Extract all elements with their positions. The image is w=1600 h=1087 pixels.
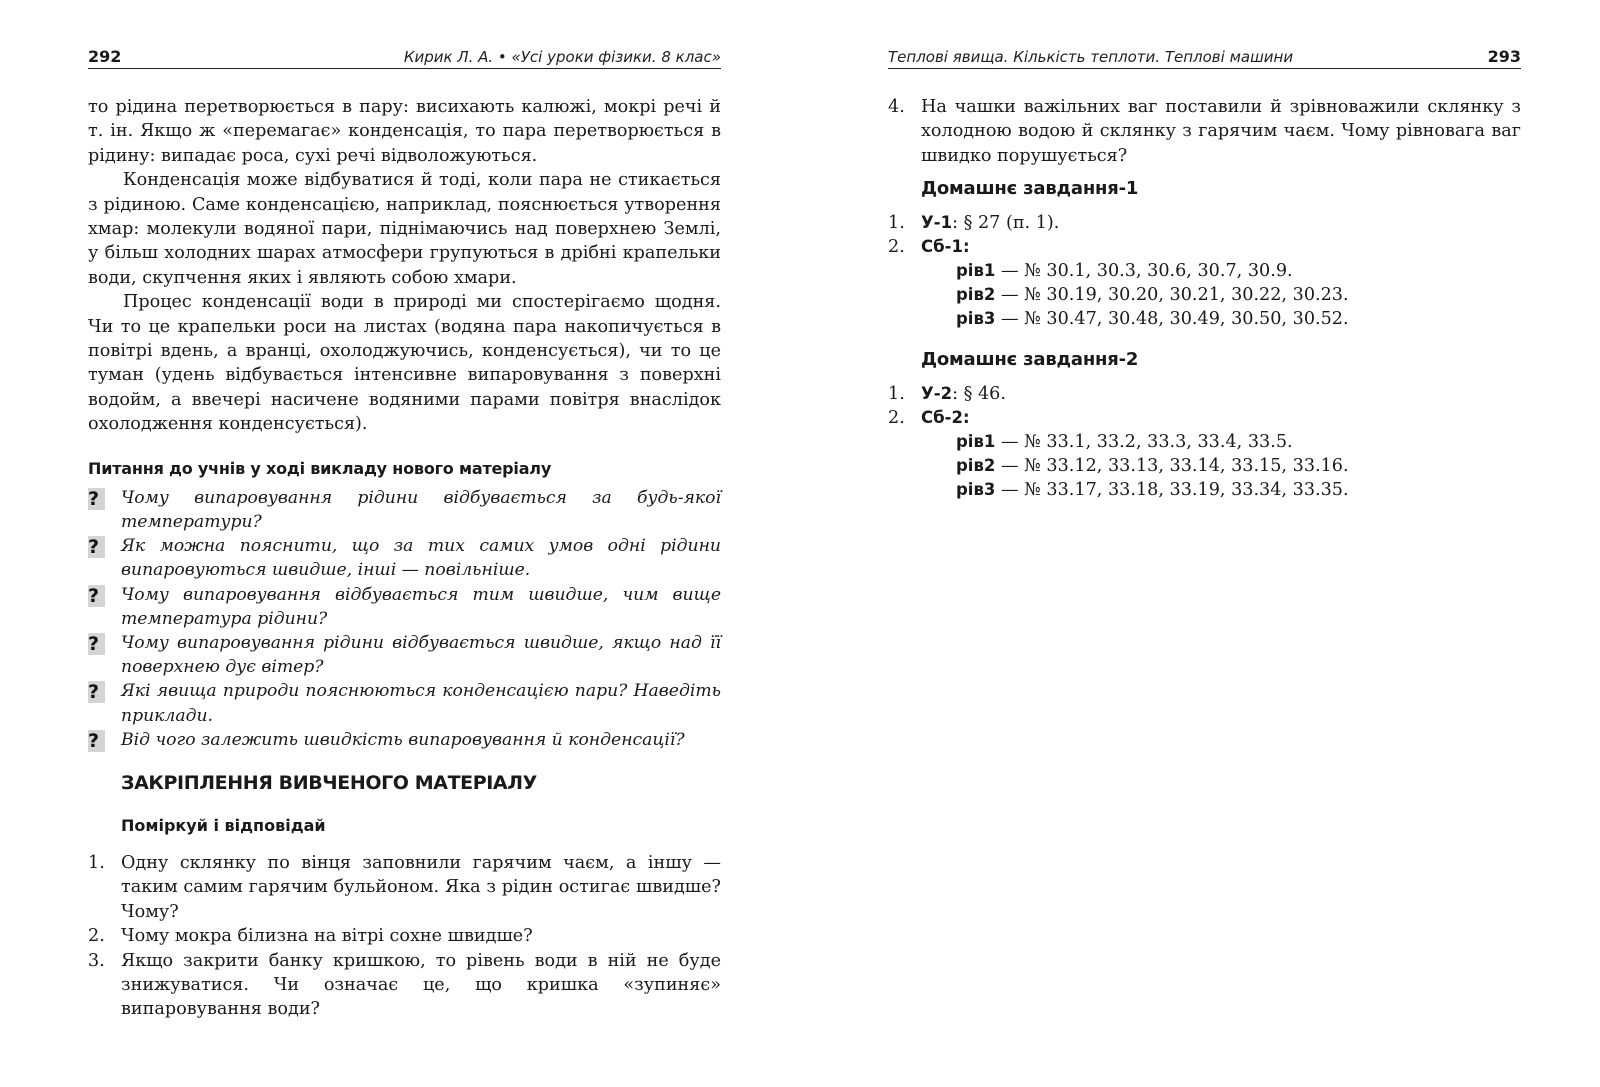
question-text: Чому випаровування відбувається тим швидше, чим вище температура рідини? — [121, 584, 721, 629]
paragraph: Конденсація може відбуватися й тоді, коли пара не стикається з рідиною. Саме конденсацією, наприклад, пояснюється утворення хмар: молекули водяної пари, піднімаючись над поверхнею Землі, у більш холодних шарах атмосфери групуються в дрібні крапельки води, скупчення яких і являють собою хмари. — [88, 170, 721, 288]
homework-label: У-1 — [921, 213, 953, 233]
homework-label: Сб-2 — [921, 408, 963, 428]
task-text: Якщо закрити банку кришкою, то рівень води в ній не буде знижуватися. Чи означає це, що кришка «зупиняє» випаровування води? — [121, 950, 721, 1020]
homework-number: 2. — [888, 408, 905, 429]
left-page-content — [88, 95, 721, 1022]
task-item — [88, 851, 721, 924]
question-mark-icon — [88, 488, 105, 510]
level-label: рів1 — [956, 432, 996, 452]
homework-number: 1. — [888, 213, 905, 234]
questions-heading: Питання до учнів у ході викладу нового матеріалу — [88, 458, 552, 478]
tasks-list — [888, 95, 1521, 168]
level-text: — № 30.47, 30.48, 30.49, 30.50, 30.52. — [995, 309, 1349, 330]
question-text: Від чого залежить швидкість випаровування й конденсації? — [121, 729, 685, 750]
homework-text: : § 27 (п. 1). — [952, 213, 1060, 234]
task-number: 3. — [88, 950, 105, 971]
question-mark-icon — [88, 585, 105, 607]
level-line — [888, 307, 1521, 331]
homework-text: : — [962, 237, 970, 257]
homework-item — [888, 211, 1521, 235]
right-page-header — [888, 46, 1521, 69]
homework-number: 2. — [888, 237, 905, 258]
left-page-header — [88, 46, 721, 69]
question-item — [88, 583, 721, 631]
level-label: рів2 — [956, 285, 996, 305]
homework-text: : — [962, 408, 970, 428]
homework-number: 1. — [888, 384, 905, 405]
homework-label: Сб-1 — [921, 237, 963, 257]
level-line — [888, 430, 1521, 454]
level-label: рів2 — [956, 456, 996, 476]
level-text: — № 30.19, 30.20, 30.21, 30.22, 30.23. — [995, 285, 1349, 306]
left-page — [88, 0, 721, 1087]
question-text: Чому випаровування рідини відбувається швидше, якщо над її поверхнею дує вітер? — [121, 632, 721, 678]
question-item — [88, 679, 721, 727]
question-text: Чому випаровування рідини відбувається за будь-якої температури? — [121, 487, 721, 532]
section-heading: ЗАКРІПЛЕННЯ ВИВЧЕНОГО МАТЕРІАЛУ — [121, 771, 537, 794]
homework-item — [888, 406, 1521, 430]
level-line — [888, 283, 1521, 307]
running-head: Кирик Л. А. • «Усі уроки фізики. 8 клас» — [403, 48, 721, 66]
level-text: — № 33.12, 33.13, 33.14, 33.15, 33.16. — [995, 456, 1349, 477]
page-number: 293 — [1487, 47, 1521, 66]
paragraph: Процес конденсації води в природі ми спостерігаємо щодня. Чи то це крапельки роси на листах (водяна пара накопичується в повітрі вдень, а вранці, охолоджуючись, конденсується), чи то це туман (удень відбувається інтенсивне випаровування з поверхні водойм, а ввечері насичене водяними парами повітря внаслідок охолодження конденсується). — [88, 292, 721, 435]
homework-item — [888, 382, 1521, 406]
homework-label: У-2 — [921, 384, 953, 404]
homework-text: : § 46. — [952, 384, 1006, 405]
page-number: 292 — [88, 47, 122, 66]
homework-title: Домашнє завдання-1 — [921, 178, 1139, 200]
question-item — [88, 534, 721, 582]
homework-title: Домашнє завдання-2 — [921, 349, 1139, 371]
level-line — [888, 478, 1521, 502]
task-item — [88, 924, 721, 948]
running-head: Теплові явища. Кількість теплоти. Теплові машини — [888, 48, 1294, 66]
task-item — [88, 949, 721, 1022]
task-number: 2. — [88, 926, 105, 947]
question-item — [88, 631, 721, 679]
level-label: рів3 — [956, 480, 996, 500]
task-number: 4. — [888, 97, 905, 117]
level-label: рів1 — [956, 261, 996, 281]
questions-list — [88, 486, 721, 752]
homework-item — [888, 235, 1521, 259]
question-text: Які явища природи пояснюються конденсацією пари? Наведіть приклади. — [121, 681, 721, 726]
level-text: — № 33.17, 33.18, 33.19, 33.34, 33.35. — [995, 480, 1349, 501]
paragraph: то рідина перетворюється в пару: висихають калюжі, мокрі речі й т. ін. Якщо ж «перемагає» конденсація, то пара перетворюється в рідину: випадає роса, сухі речі відволожуються. — [88, 97, 721, 166]
question-mark-icon — [88, 633, 105, 655]
task-item — [888, 95, 1521, 168]
right-page — [888, 0, 1521, 1087]
tasks-list — [88, 851, 721, 1022]
level-text: — № 33.1, 33.2, 33.3, 33.4, 33.5. — [995, 432, 1293, 453]
question-mark-icon — [88, 681, 105, 703]
level-text: — № 30.1, 30.3, 30.6, 30.7, 30.9. — [995, 261, 1293, 282]
question-item — [88, 486, 721, 534]
question-mark-icon — [88, 536, 105, 558]
task-text: На чашки важільних ваг поставили й зрівноважили склянку з холодною водою й склянку з гарячим чаєм. Чому рівновага ваг швидко порушується? — [921, 97, 1521, 166]
level-label: рів3 — [956, 309, 996, 329]
question-mark-icon — [88, 730, 105, 752]
question-item — [88, 728, 721, 752]
level-line — [888, 454, 1521, 478]
task-text: Одну склянку по вінця заповнили гарячим чаєм, а іншу — таким самим гарячим бульйоном. Яка з рідин остигає швидше? Чому? — [121, 852, 721, 922]
question-text: Як можна пояснити, що за тих самих умов одні рідини випаровуються швидше, інші — повільніше. — [121, 536, 721, 581]
level-line — [888, 259, 1521, 283]
sub-heading: Поміркуй і відповідай — [121, 815, 326, 835]
task-number: 1. — [88, 852, 105, 873]
right-page-content — [888, 95, 1521, 502]
task-text: Чому мокра білизна на вітрі сохне швидше? — [121, 926, 533, 947]
